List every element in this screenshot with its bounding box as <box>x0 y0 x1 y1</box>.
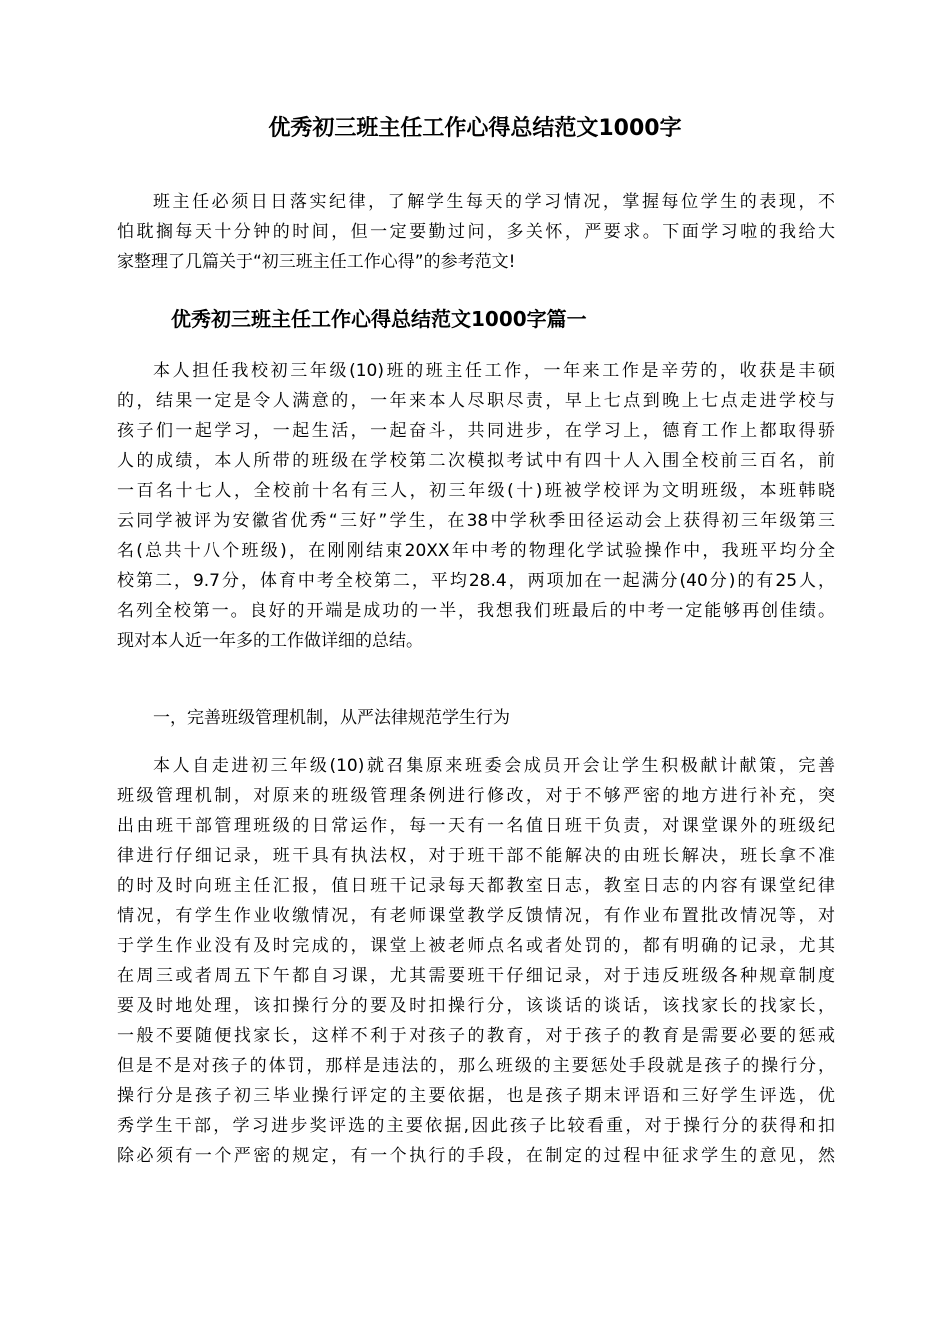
text-line: 本人自走进初三年级(10)就召集原来班委会成员开会让学生积极献计献策，完善 <box>153 756 835 776</box>
text-line: 但是不是对孩子的体罚，那样是违法的，那么班级的主要惩处手段就是孩子的操行分， <box>117 1056 835 1076</box>
text-line: 的，结果一定是令人满意的，一年来本人尽职尽责，早上七点到晚上七点走进学校与 <box>117 391 835 411</box>
text-line: 本人担任我校初三年级(10)班的班主任工作，一年来工作是辛劳的，收获是丰硕 <box>153 361 835 381</box>
text-line: 情况，有学生作业收缴情况，有老师课堂教学反馈情况，有作业布置批改情况等，对 <box>117 906 835 926</box>
text-line: 班级管理机制，对原来的班级管理条例进行修改，对于不够严密的地方进行补充，突 <box>117 786 835 806</box>
text-line: 孩子们一起学习，一起生活，一起奋斗，共同进步，在学习上，德育工作上都取得骄 <box>117 421 835 441</box>
text-line: 于学生作业没有及时完成的，课堂上被老师点名或者处罚的，都有明确的记录，尤其 <box>117 936 835 956</box>
text-line: 家整理了几篇关于“初三班主任工作心得”的参考范文! <box>117 252 516 272</box>
text-line: 除必须有一个严密的规定，有一个执行的手段，在制定的过程中征求学生的意见，然 <box>117 1146 835 1166</box>
intro-paragraph <box>117 187 835 277</box>
subheading-1: 一，完善班级管理机制，从严法律规范学生行为 <box>153 708 510 728</box>
text-line: 要及时地处理，该扣操行分的要及时扣操行分，该谈话的谈话，该找家长的找家长， <box>117 996 835 1016</box>
text-line: 一百名十七人，全校前十名有三人，初三年级(十)班被学校评为文明班级，本班韩晓 <box>117 481 835 501</box>
text-line: 现对本人近一年多的工作做详细的总结。 <box>117 631 423 651</box>
text-line: 名列全校第一。良好的开端是成功的一半，我想我们班最后的中考一定能够再创佳绩。 <box>117 601 835 621</box>
document-title: 优秀初三班主任工作心得总结范文1000字 <box>268 116 682 141</box>
text-line: 的时及时向班主任汇报，值日班干记录每天都教室日志，教室日志的内容有课堂纪律 <box>117 876 835 896</box>
text-line: 一般不要随便找家长，这样不利于对孩子的教育，对于孩子的教育是需要必要的惩戒 <box>117 1026 835 1046</box>
text-line: 律进行仔细记录，班干具有执法权，对于班干部不能解决的由班长解决，班长拿不准 <box>117 846 835 866</box>
text-line: 云同学被评为安徽省优秀“三好”学生，在38中学秋季田径运动会上获得初三年级第三 <box>117 511 835 531</box>
text-line: 人的成绩，本人所带的班级在学校第二次模拟考试中有四十人入围全校前三百名，前 <box>117 451 835 471</box>
text-line: 在周三或者周五下午都自习课，尤其需要班干仔细记录，对于违反班级各种规章制度 <box>117 966 835 986</box>
text-line: 出由班干部管理班级的日常运作，每一天有一名值日班干负责，对课堂课外的班级纪 <box>117 816 835 836</box>
body-paragraph-2 <box>117 751 835 1171</box>
text-line: 名(总共十八个班级)，在刚刚结束20XX年中考的物理化学试验操作中，我班平均分全 <box>117 541 835 561</box>
text-line: 班主任必须日日落实纪律，了解学生每天的学习情况，掌握每位学生的表现，不 <box>153 192 835 212</box>
text-line: 怕耽搁每天十分钟的时间，但一定要勤过问，多关怀，严要求。下面学习啦的我给大 <box>117 222 835 242</box>
text-line: 秀学生干部，学习进步奖评选的主要依据,因此孩子比较看重，对于操行分的获得和扣 <box>117 1116 835 1136</box>
text-line: 校第二，9.7分，体育中考全校第二，平均28.4，两项加在一起满分(40分)的有25人， <box>117 571 835 591</box>
body-paragraph-1 <box>117 356 835 656</box>
text-line: 操行分是孩子初三毕业操行评定的主要依据，也是孩子期末评语和三好学生评选，优 <box>117 1086 835 1106</box>
section-heading: 优秀初三班主任工作心得总结范文1000字篇一 <box>171 307 587 331</box>
